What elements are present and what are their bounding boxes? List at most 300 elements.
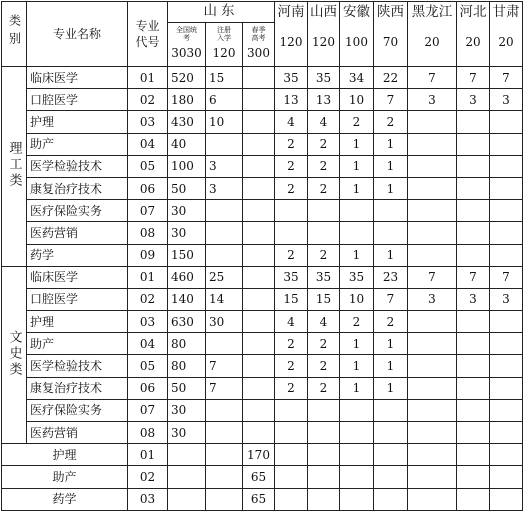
province-quota-cell: 7 <box>457 266 490 288</box>
province-quota-cell <box>275 200 308 222</box>
province-quota-cell <box>408 111 457 133</box>
province-quota-cell: 35 <box>308 266 340 288</box>
province-quota-cell <box>340 488 374 510</box>
province-quota-cell <box>275 399 308 421</box>
province-quota-cell: 13 <box>275 89 308 111</box>
province-quota-cell <box>457 222 490 244</box>
shandong-register-cell: 7 <box>206 355 243 377</box>
province-quota-cell <box>457 311 490 333</box>
province-name: 山西 <box>310 4 337 20</box>
table-row <box>2 288 523 310</box>
province-quota-cell <box>457 377 490 399</box>
province-quota-cell: 2 <box>275 355 308 377</box>
major-name-cell: 医疗保险实务 <box>27 399 128 421</box>
province-quota-cell <box>490 177 523 199</box>
shandong-register-cell: 7 <box>206 377 243 399</box>
table-row <box>2 422 523 444</box>
spring-register-cell <box>206 444 243 466</box>
major-code-cell: 06 <box>128 377 168 399</box>
shandong-spring-cell <box>243 222 275 244</box>
major-code-cell: 07 <box>128 399 168 421</box>
province-quota-cell <box>457 488 490 510</box>
province-quota-cell <box>490 355 523 377</box>
province-quota-cell: 1 <box>374 377 408 399</box>
shandong-register-cell <box>206 200 243 222</box>
shandong-national-cell: 50 <box>168 177 206 199</box>
shandong-national-cell: 80 <box>168 333 206 355</box>
province-header-gansu <box>490 2 523 67</box>
table-row <box>2 333 523 355</box>
province-name: 陕西 <box>377 4 404 20</box>
province-quota-cell <box>408 155 457 177</box>
spring-major-code-cell: 02 <box>128 466 168 488</box>
spring-major-name-cell: 助产 <box>2 466 128 488</box>
table-row <box>2 155 523 177</box>
major-name-cell: 医疗保险实务 <box>27 200 128 222</box>
province-quota-cell <box>490 377 523 399</box>
enrollment-plan-table <box>1 1 523 511</box>
province-quota-cell <box>275 444 308 466</box>
province-quota-cell: 3 <box>457 89 490 111</box>
province-quota-cell <box>408 355 457 377</box>
province-quota-cell <box>457 422 490 444</box>
table-row <box>2 89 523 111</box>
major-code-cell: 04 <box>128 333 168 355</box>
shandong-register-header <box>206 23 243 67</box>
shandong-national-cell: 80 <box>168 355 206 377</box>
province-quota-cell <box>408 177 457 199</box>
province-quota-cell: 4 <box>308 311 340 333</box>
province-quota-cell: 7 <box>408 67 457 89</box>
shandong-register-total: 120 <box>212 46 236 60</box>
province-quota-cell <box>275 222 308 244</box>
province-quota-cell: 2 <box>275 177 308 199</box>
province-quota-cell <box>490 488 523 510</box>
major-code-header-text: 专业代号 <box>135 19 160 49</box>
shandong-spring-cell <box>243 355 275 377</box>
province-quota-cell <box>308 222 340 244</box>
shandong-national-header <box>168 23 206 67</box>
shandong-spring-cell <box>243 399 275 421</box>
shandong-spring-cell <box>243 377 275 399</box>
shandong-register-cell <box>206 133 243 155</box>
province-quota-cell <box>457 355 490 377</box>
major-code-cell: 06 <box>128 177 168 199</box>
province-quota-cell: 7 <box>490 266 523 288</box>
province-quota-cell <box>308 422 340 444</box>
province-quota-cell <box>308 444 340 466</box>
major-code-cell: 02 <box>128 288 168 310</box>
province-quota-cell: 2 <box>308 133 340 155</box>
shandong-spring-cell <box>243 67 275 89</box>
major-name-cell: 康复治疗技术 <box>27 377 128 399</box>
shandong-national-cell: 40 <box>168 133 206 155</box>
major-code-cell: 05 <box>128 155 168 177</box>
table-row <box>2 200 523 222</box>
table-row <box>2 111 523 133</box>
major-name-cell: 临床医学 <box>27 67 128 89</box>
province-quota-cell <box>408 244 457 266</box>
province-quota-cell <box>374 200 408 222</box>
province-quota-cell <box>490 311 523 333</box>
province-quota-cell <box>275 488 308 510</box>
shandong-header: 山东 <box>168 2 275 23</box>
category-cell <box>2 266 27 444</box>
shandong-national-cell: 630 <box>168 311 206 333</box>
province-quota-cell: 2 <box>275 377 308 399</box>
shandong-national-cell: 30 <box>168 222 206 244</box>
province-quota-cell <box>457 200 490 222</box>
province-quota-cell: 1 <box>374 133 408 155</box>
province-quota-cell <box>457 444 490 466</box>
province-quota-cell: 2 <box>308 377 340 399</box>
province-name: 河北 <box>459 4 487 20</box>
province-quota-cell: 22 <box>374 67 408 89</box>
shandong-spring-cell <box>243 288 275 310</box>
province-header-shanxi <box>308 2 340 67</box>
shandong-register-cell: 14 <box>206 288 243 310</box>
category-label: 理工类 <box>6 141 22 190</box>
spring-quota-cell: 65 <box>243 466 275 488</box>
province-header-anhui <box>340 2 374 67</box>
province-total: 70 <box>382 35 399 49</box>
province-quota-cell: 1 <box>374 177 408 199</box>
major-code-cell: 08 <box>128 422 168 444</box>
table-row <box>2 266 523 288</box>
province-quota-cell: 7 <box>408 266 457 288</box>
major-name-cell: 医学检验技术 <box>27 155 128 177</box>
table-row <box>2 133 523 155</box>
major-name-cell: 护理 <box>27 311 128 333</box>
province-quota-cell <box>340 222 374 244</box>
major-name-cell: 医药营销 <box>27 422 128 444</box>
province-quota-cell <box>408 133 457 155</box>
major-code-cell: 08 <box>128 222 168 244</box>
province-quota-cell <box>457 133 490 155</box>
province-quota-cell <box>490 222 523 244</box>
major-name-cell: 康复治疗技术 <box>27 177 128 199</box>
sub-header-national: 全国统考 <box>176 26 197 42</box>
province-quota-cell: 2 <box>308 333 340 355</box>
shandong-national-cell: 430 <box>168 111 206 133</box>
major-name-cell: 助产 <box>27 133 128 155</box>
shandong-register-cell <box>206 422 243 444</box>
table-row <box>2 355 523 377</box>
shandong-national-cell: 140 <box>168 288 206 310</box>
shandong-spring-cell <box>243 266 275 288</box>
province-quota-cell <box>408 222 457 244</box>
spring-register-cell <box>206 466 243 488</box>
province-quota-cell <box>308 399 340 421</box>
province-quota-cell: 7 <box>374 288 408 310</box>
shandong-spring-total: 300 <box>247 46 270 60</box>
sub-header-register: 注册入学 <box>217 26 231 42</box>
province-quota-cell <box>457 177 490 199</box>
province-total: 120 <box>279 35 303 49</box>
spring-national-cell <box>168 488 206 510</box>
shandong-national-total: 3030 <box>171 46 202 60</box>
shandong-register-cell: 25 <box>206 266 243 288</box>
province-quota-cell: 10 <box>340 89 374 111</box>
table-row <box>2 466 523 488</box>
shandong-spring-cell <box>243 200 275 222</box>
category-label: 文史类 <box>6 329 22 378</box>
province-quota-cell: 2 <box>308 355 340 377</box>
table-row <box>2 67 523 89</box>
province-quota-cell: 4 <box>275 111 308 133</box>
province-quota-cell <box>490 155 523 177</box>
major-name-header: 专业名称 <box>27 2 128 67</box>
province-quota-cell: 2 <box>374 111 408 133</box>
shandong-spring-cell <box>243 155 275 177</box>
province-quota-cell: 7 <box>457 67 490 89</box>
major-code-cell: 03 <box>128 311 168 333</box>
province-quota-cell: 2 <box>340 311 374 333</box>
province-quota-cell <box>490 444 523 466</box>
province-quota-cell <box>340 200 374 222</box>
province-total: 20 <box>498 35 514 49</box>
province-quota-cell: 35 <box>275 266 308 288</box>
province-name: 甘肃 <box>492 4 520 20</box>
province-quota-cell: 1 <box>340 377 374 399</box>
table-row <box>2 488 523 510</box>
shandong-register-cell <box>206 399 243 421</box>
province-quota-cell: 1 <box>374 333 408 355</box>
province-quota-cell: 2 <box>374 311 408 333</box>
province-quota-cell: 34 <box>340 67 374 89</box>
province-quota-cell <box>457 399 490 421</box>
table-row <box>2 311 523 333</box>
major-code-cell: 05 <box>128 355 168 377</box>
province-quota-cell: 1 <box>340 177 374 199</box>
province-quota-cell <box>408 444 457 466</box>
province-quota-cell <box>408 488 457 510</box>
shandong-national-cell: 460 <box>168 266 206 288</box>
province-quota-cell: 23 <box>374 266 408 288</box>
category-header <box>2 2 27 67</box>
province-total: 120 <box>312 35 335 49</box>
shandong-spring-cell <box>243 333 275 355</box>
province-quota-cell: 15 <box>308 288 340 310</box>
spring-major-name-cell: 药学 <box>2 488 128 510</box>
spring-national-cell <box>168 466 206 488</box>
category-cell <box>2 67 27 267</box>
province-quota-cell: 7 <box>490 67 523 89</box>
province-quota-cell <box>408 200 457 222</box>
province-quota-cell <box>275 466 308 488</box>
major-code-cell: 01 <box>128 266 168 288</box>
province-name: 黑龙江 <box>411 4 453 20</box>
province-quota-cell: 35 <box>340 266 374 288</box>
shandong-national-cell: 150 <box>168 244 206 266</box>
shandong-national-cell: 30 <box>168 399 206 421</box>
province-header-henan <box>275 2 308 67</box>
province-quota-cell: 1 <box>374 355 408 377</box>
shandong-national-cell: 50 <box>168 377 206 399</box>
province-quota-cell: 4 <box>308 111 340 133</box>
province-quota-cell <box>408 311 457 333</box>
province-quota-cell <box>408 377 457 399</box>
major-code-header <box>128 2 168 67</box>
shandong-spring-cell <box>243 111 275 133</box>
province-quota-cell: 35 <box>275 67 308 89</box>
province-quota-cell: 1 <box>340 333 374 355</box>
province-quota-cell <box>374 399 408 421</box>
table-row <box>2 377 523 399</box>
shandong-spring-cell <box>243 311 275 333</box>
shandong-register-cell: 3 <box>206 155 243 177</box>
province-quota-cell <box>457 111 490 133</box>
major-name-cell: 口腔医学 <box>27 288 128 310</box>
province-quota-cell: 3 <box>408 89 457 111</box>
shandong-register-cell: 3 <box>206 177 243 199</box>
shandong-register-cell: 6 <box>206 89 243 111</box>
province-quota-cell: 1 <box>340 155 374 177</box>
table-row <box>2 177 523 199</box>
province-quota-cell <box>490 244 523 266</box>
shandong-spring-cell <box>243 89 275 111</box>
province-total: 20 <box>465 35 481 49</box>
province-name: 安徽 <box>343 4 370 20</box>
shandong-national-cell: 520 <box>168 67 206 89</box>
spring-register-cell <box>206 488 243 510</box>
province-quota-cell <box>340 399 374 421</box>
major-code-cell: 07 <box>128 200 168 222</box>
province-quota-cell <box>490 111 523 133</box>
shandong-register-cell: 30 <box>206 311 243 333</box>
province-quota-cell <box>340 466 374 488</box>
major-code-cell: 01 <box>128 67 168 89</box>
major-code-cell: 03 <box>128 111 168 133</box>
shandong-register-cell <box>206 333 243 355</box>
spring-major-code-cell: 01 <box>128 444 168 466</box>
province-quota-cell: 1 <box>340 244 374 266</box>
major-name-cell: 护理 <box>27 111 128 133</box>
province-quota-cell <box>490 133 523 155</box>
province-quota-cell: 2 <box>275 155 308 177</box>
major-name-cell: 医药营销 <box>27 222 128 244</box>
province-quota-cell: 2 <box>340 111 374 133</box>
category-header-text: 类别 <box>7 14 22 50</box>
province-quota-cell: 3 <box>490 288 523 310</box>
province-quota-cell <box>308 488 340 510</box>
province-quota-cell: 10 <box>340 288 374 310</box>
shandong-register-cell <box>206 244 243 266</box>
province-quota-cell <box>457 333 490 355</box>
major-code-cell: 04 <box>128 133 168 155</box>
province-quota-cell: 13 <box>308 89 340 111</box>
table-row <box>2 244 523 266</box>
province-quota-cell: 2 <box>308 155 340 177</box>
sub-header-spring: 春季高考 <box>251 26 266 42</box>
major-code-cell: 09 <box>128 244 168 266</box>
province-quota-cell: 2 <box>275 333 308 355</box>
spring-major-name-cell: 护理 <box>2 444 128 466</box>
province-quota-cell: 1 <box>374 155 408 177</box>
province-quota-cell: 4 <box>275 311 308 333</box>
province-quota-cell: 3 <box>408 288 457 310</box>
province-total: 20 <box>424 35 440 49</box>
province-quota-cell: 2 <box>308 244 340 266</box>
province-quota-cell <box>457 244 490 266</box>
province-quota-cell <box>340 444 374 466</box>
province-quota-cell <box>408 333 457 355</box>
province-quota-cell <box>408 422 457 444</box>
province-quota-cell: 1 <box>340 133 374 155</box>
major-name-cell: 药学 <box>27 244 128 266</box>
province-quota-cell: 15 <box>275 288 308 310</box>
province-total: 100 <box>345 35 368 49</box>
shandong-spring-cell <box>243 422 275 444</box>
shandong-national-cell: 100 <box>168 155 206 177</box>
shandong-register-cell: 15 <box>206 67 243 89</box>
shandong-register-cell <box>206 222 243 244</box>
table-row <box>2 222 523 244</box>
major-code-cell: 02 <box>128 89 168 111</box>
province-header-hebei <box>457 2 490 67</box>
province-quota-cell <box>457 466 490 488</box>
province-quota-cell <box>457 155 490 177</box>
province-quota-cell <box>374 422 408 444</box>
shandong-spring-cell <box>243 177 275 199</box>
province-quota-cell: 2 <box>275 133 308 155</box>
major-name-cell: 口腔医学 <box>27 89 128 111</box>
province-quota-cell: 2 <box>275 244 308 266</box>
province-quota-cell <box>490 466 523 488</box>
spring-national-cell <box>168 444 206 466</box>
province-quota-cell: 2 <box>308 177 340 199</box>
spring-quota-cell: 65 <box>243 488 275 510</box>
province-quota-cell <box>308 200 340 222</box>
shandong-national-cell: 30 <box>168 422 206 444</box>
province-quota-cell <box>490 399 523 421</box>
province-quota-cell <box>374 222 408 244</box>
major-name-cell: 助产 <box>27 333 128 355</box>
province-quota-cell: 1 <box>374 244 408 266</box>
province-quota-cell <box>340 422 374 444</box>
province-quota-cell: 7 <box>374 89 408 111</box>
major-name-cell: 医学检验技术 <box>27 355 128 377</box>
shandong-spring-header <box>243 23 275 67</box>
spring-major-code-cell: 03 <box>128 488 168 510</box>
province-quota-cell: 1 <box>340 355 374 377</box>
province-quota-cell <box>490 200 523 222</box>
table-row <box>2 399 523 421</box>
shandong-spring-cell <box>243 244 275 266</box>
province-header-heilongjiang <box>408 2 457 67</box>
province-quota-cell <box>408 466 457 488</box>
major-name-cell: 临床医学 <box>27 266 128 288</box>
shandong-national-cell: 180 <box>168 89 206 111</box>
province-quota-cell <box>490 422 523 444</box>
spring-quota-cell: 170 <box>243 444 275 466</box>
province-name: 河南 <box>277 4 305 20</box>
province-quota-cell: 3 <box>490 89 523 111</box>
province-quota-cell <box>275 422 308 444</box>
table-row <box>2 444 523 466</box>
province-quota-cell <box>374 466 408 488</box>
province-quota-cell: 3 <box>457 288 490 310</box>
shandong-register-cell: 10 <box>206 111 243 133</box>
shandong-spring-cell <box>243 133 275 155</box>
province-quota-cell <box>408 399 457 421</box>
province-header-shaanxi <box>374 2 408 67</box>
province-quota-cell <box>374 488 408 510</box>
province-quota-cell: 35 <box>308 67 340 89</box>
province-quota-cell <box>308 466 340 488</box>
shandong-national-cell: 30 <box>168 200 206 222</box>
province-quota-cell <box>374 444 408 466</box>
